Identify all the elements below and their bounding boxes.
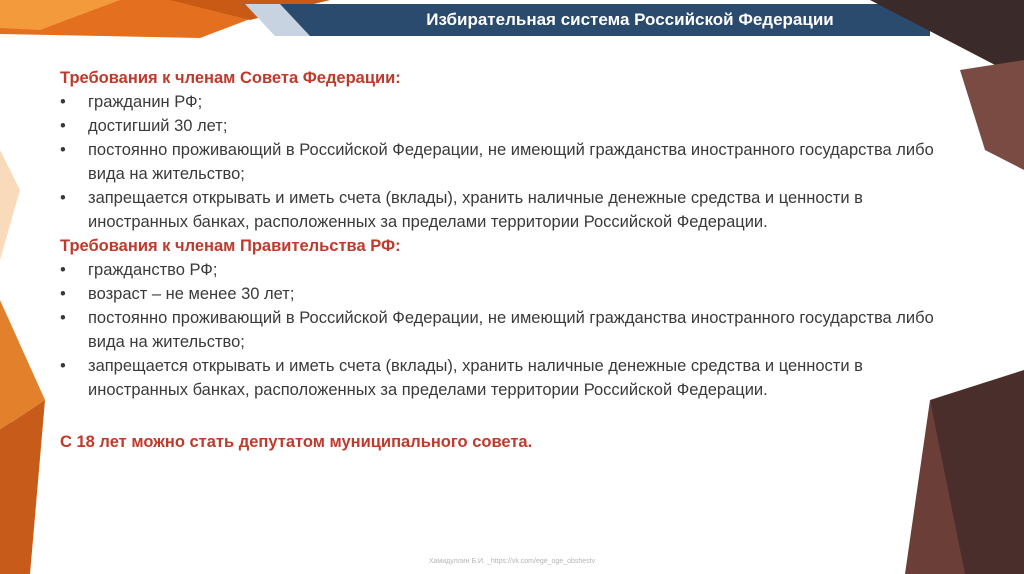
title-bar (360, 4, 860, 36)
page-title: Избирательная система Российской Федерации (426, 10, 834, 29)
list-item-text: достигший 30 лет; (88, 117, 228, 135)
bullet-icon: • (60, 285, 66, 303)
list-item-text: постоянно проживающий в Российской Федерации, не имеющий гражданства иностранного государства либо вида на жительство; (88, 141, 934, 183)
section-heading: Требования к членам Правительства РФ: (60, 237, 401, 255)
bullet-icon: • (60, 357, 66, 375)
section-government (60, 234, 940, 402)
bullet-icon: • (60, 117, 66, 135)
requirements-list (60, 90, 940, 234)
list-item-text: постоянно проживающий в Российской Федерации, не имеющий гражданства иностранного государства либо вида на жительство; (88, 309, 934, 351)
bullet-icon: • (60, 189, 66, 207)
list-item (60, 354, 940, 402)
bullet-icon: • (60, 93, 66, 111)
author-credit: Хамидуллин Б.И. _https://vk.com/ege_oge_obshestv (428, 558, 596, 565)
list-item (60, 90, 940, 114)
section-heading: Требования к членам Совета Федерации: (60, 69, 401, 87)
list-item-text: возраст – не менее 30 лет; (88, 285, 295, 303)
section-federation-council (60, 66, 940, 234)
list-item (60, 306, 940, 354)
requirements-list (60, 258, 940, 402)
bullet-icon: • (60, 141, 66, 159)
list-item (60, 186, 940, 234)
bullet-icon: • (60, 309, 66, 327)
list-item-text: гражданин РФ; (88, 93, 203, 111)
list-item (60, 282, 940, 306)
list-item-text: запрещается открывать и иметь счета (вклады), хранить наличные денежные средства и ценности в иностранных банках, расположенных за пределами территории Российской Федерации. (88, 189, 863, 231)
list-item-text: гражданство РФ; (88, 261, 218, 279)
list-item (60, 258, 940, 282)
bullet-icon: • (60, 261, 66, 279)
list-item (60, 138, 940, 186)
slide-content (60, 66, 940, 471)
list-item-text: запрещается открывать и иметь счета (вклады), хранить наличные денежные средства и ценности в иностранных банках, расположенных за пределами территории Российской Федерации. (88, 357, 863, 399)
list-item (60, 114, 940, 138)
municipal-note: С 18 лет можно стать депутатом муниципального совета. (60, 433, 533, 451)
